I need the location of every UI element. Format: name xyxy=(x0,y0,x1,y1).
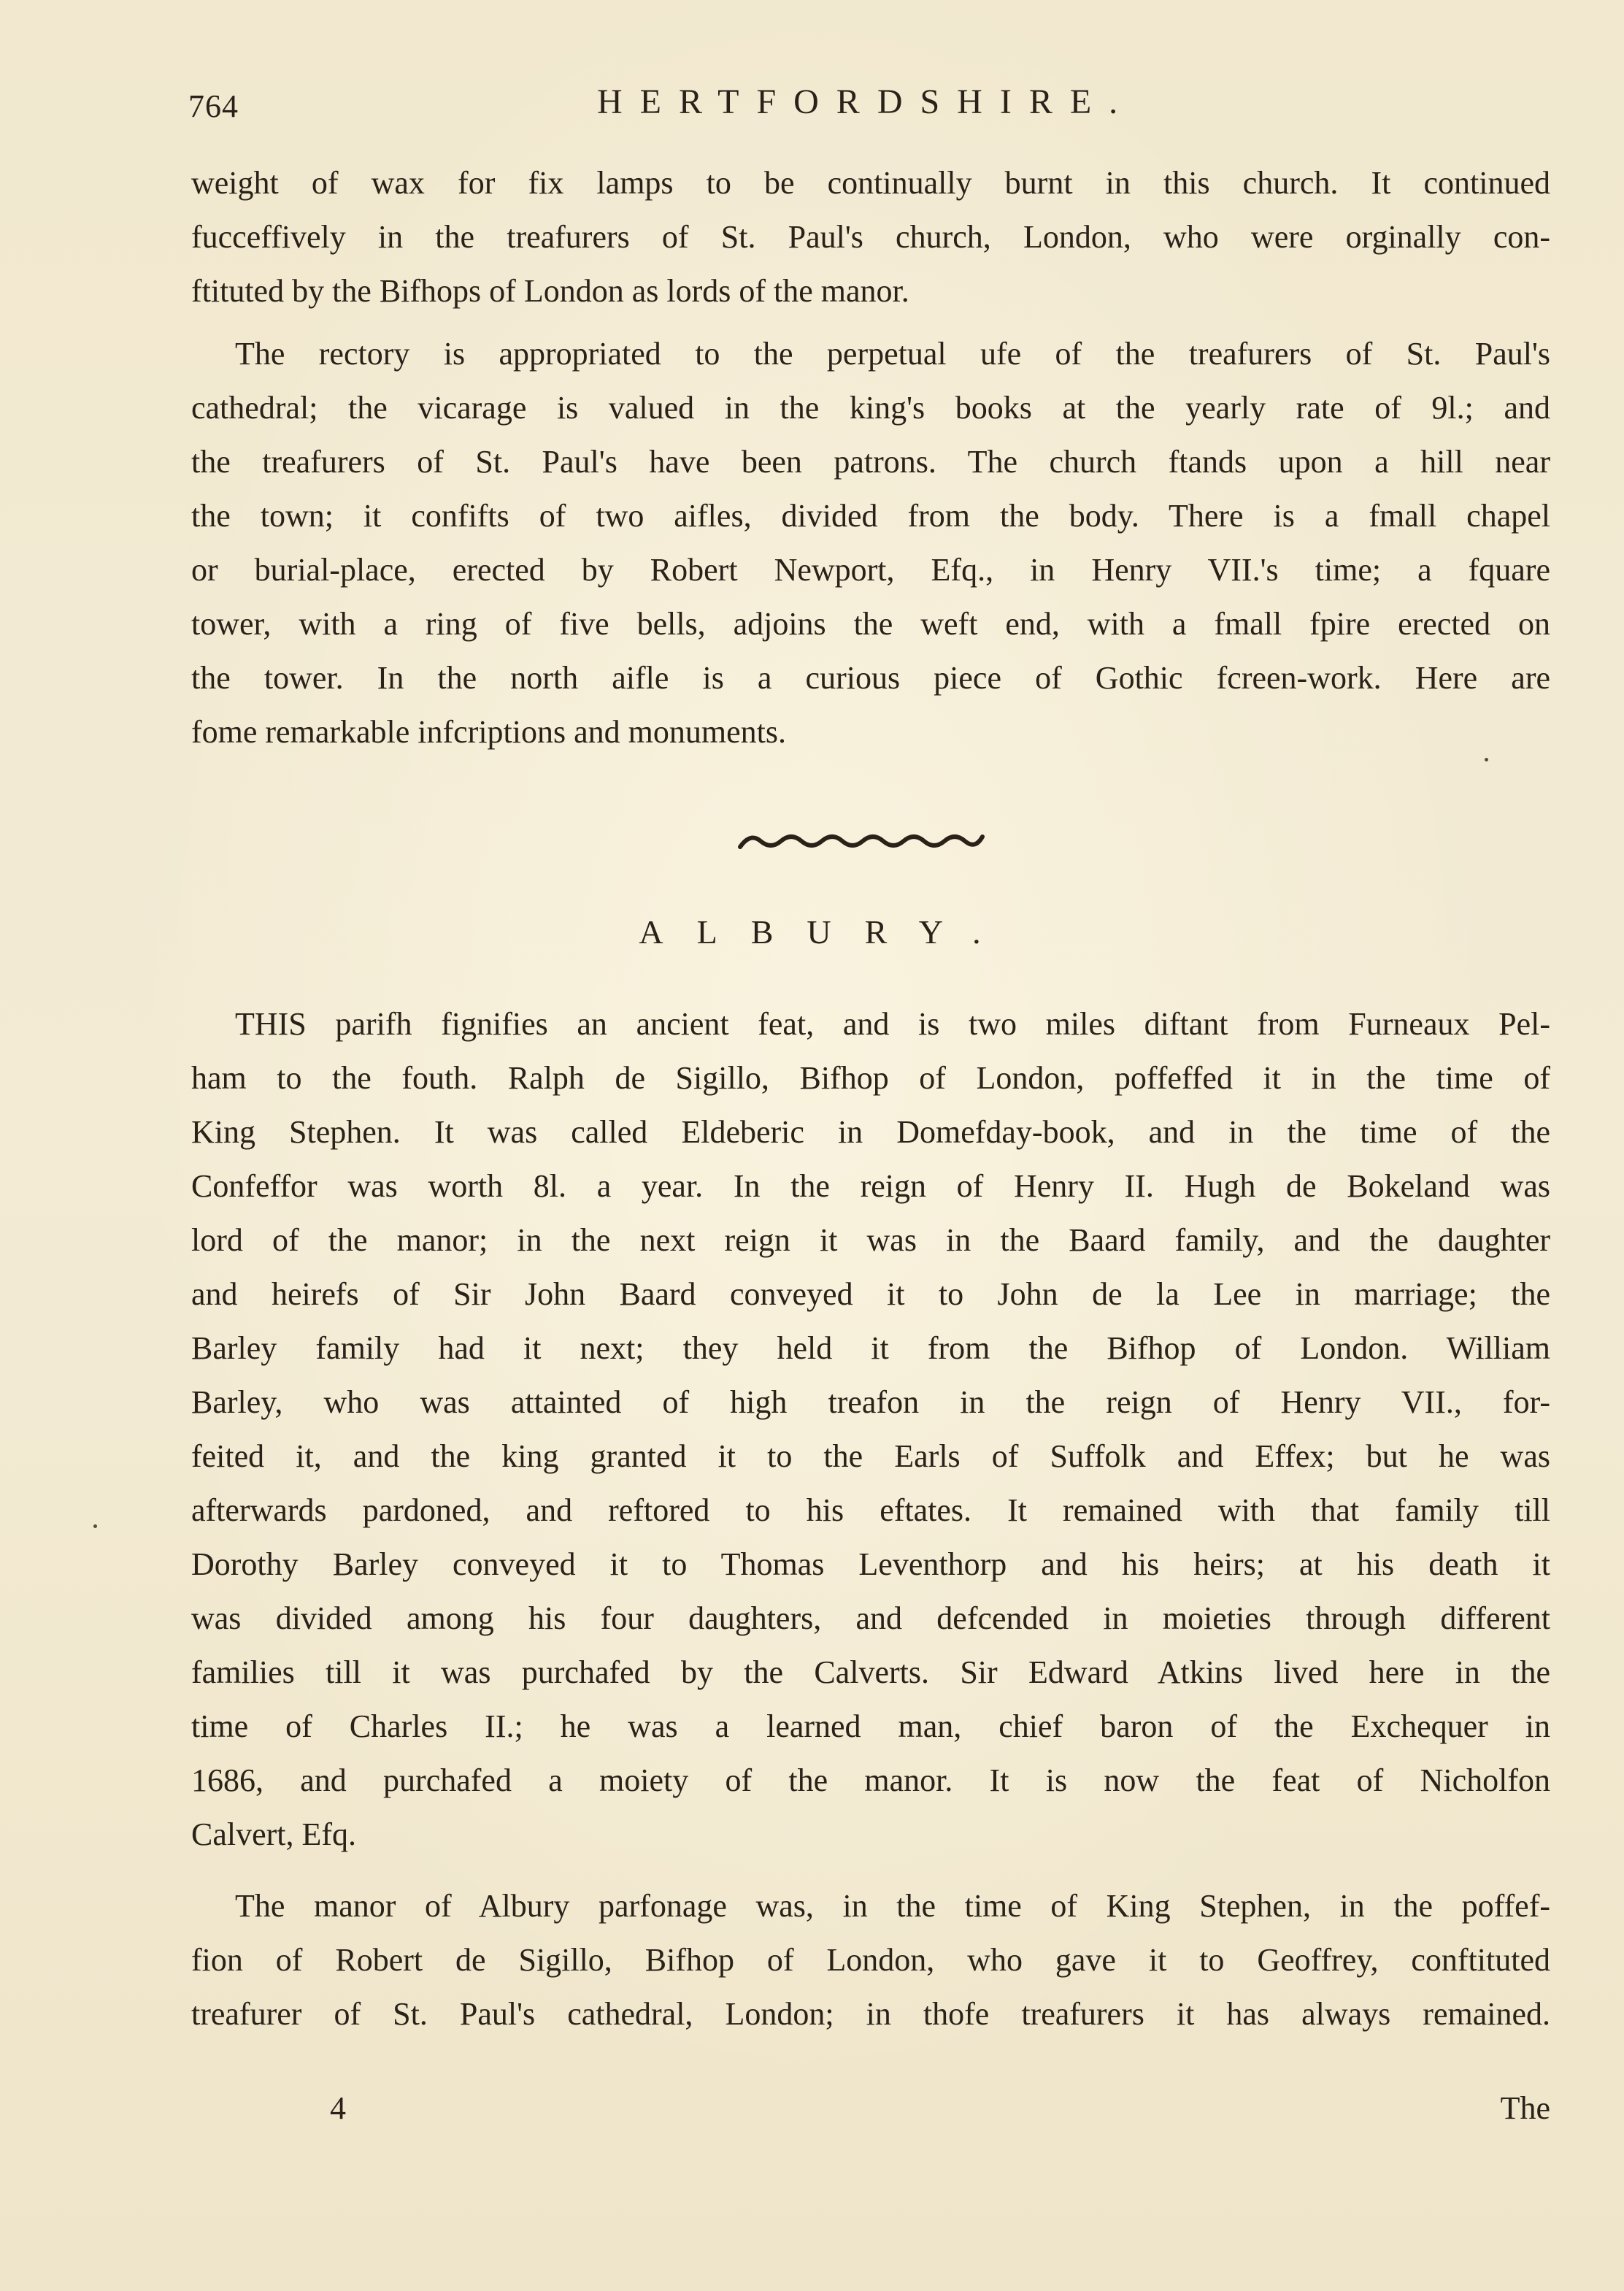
text-line: 1686, and purchafed a moiety of the manor. It is now the feat of Nicholfon xyxy=(191,1762,1550,1798)
text-line: tower, with a ring of five bells, adjoins the weft end, with a fmall fpire erected on xyxy=(191,606,1550,642)
section-title: ALBURY. xyxy=(639,913,1015,951)
text-line: fion of Robert de Sigillo, Bifhop of London, who gave it to Geoffrey, conftituted xyxy=(191,1942,1550,1978)
text-line: ftituted by the Bifhops of London as lords of the manor. xyxy=(191,273,909,309)
ornament-divider xyxy=(737,826,985,856)
text-line: Barley family had it next; they held it from the Bifhop of London. William xyxy=(191,1330,1550,1366)
text-line: Calvert, Efq. xyxy=(191,1816,357,1852)
text-line: King Stephen. It was called Eldeberic in Domefday-book, and in the time of the xyxy=(191,1114,1550,1150)
text-line: Dorothy Barley conveyed it to Thomas Leventhorp and his heirs; at his death it xyxy=(191,1546,1550,1582)
page-footer xyxy=(191,2089,1550,2133)
ink-speck xyxy=(93,1524,97,1528)
text-line: fucceffively in the treafurers of St. Paul's church, London, who were orginally con- xyxy=(191,219,1550,255)
ink-speck xyxy=(1485,758,1488,761)
text-line: was divided among his four daughters, and defcended in moieties through different xyxy=(191,1600,1550,1636)
text-line: feited it, and the king granted it to the Earls of Suffolk and Effex; but he was xyxy=(191,1438,1550,1474)
top-paragraph xyxy=(191,156,1550,318)
parsonage-paragraph xyxy=(191,1879,1550,2041)
text-line: and heirefs of Sir John Baard conveyed it to John de la Lee in marriage; the xyxy=(191,1276,1550,1312)
text-line: lord of the manor; in the next reign it was in the Baard family, and the daughter xyxy=(191,1222,1550,1258)
running-title: HERTFORDSHIRE. xyxy=(597,82,1136,121)
page-number: 764 xyxy=(188,88,239,124)
text-line: fome remarkable infcriptions and monuments. xyxy=(191,714,786,750)
catchword: The xyxy=(1500,2090,1550,2126)
text-line: THIS parifh fignifies an ancient feat, and is two miles diftant from Furneaux Pel- xyxy=(235,1006,1550,1042)
text-line: cathedral; the vicarage is valued in the king's books at the yearly rate of 9l.; and xyxy=(191,390,1550,426)
rectory-paragraph xyxy=(191,327,1550,759)
text-line: afterwards pardoned, and reftored to his eftates. It remained with that family till xyxy=(191,1492,1550,1528)
text-line: The manor of Albury parfonage was, in the time of King Stephen, in the poffef- xyxy=(235,1888,1550,1924)
text-line: treafurer of St. Paul's cathedral, London; in thofe treafurers it has always remained. xyxy=(191,1996,1550,2032)
text-line: The rectory is appropriated to the perpetual ufe of the treafurers of St. Paul's xyxy=(235,336,1550,372)
text-line: families till it was purchafed by the Calverts. Sir Edward Atkins lived here in the xyxy=(191,1654,1550,1690)
text-line: weight of wax for fix lamps to be continually burnt in this church. It continued xyxy=(191,165,1550,201)
text-line: Confeffor was worth 8l. a year. In the reign of Henry II. Hugh de Bokeland was xyxy=(191,1168,1550,1204)
text-line: Barley, who was attainted of high treafon in the reign of Henry VII., for- xyxy=(191,1384,1550,1420)
text-line: the tower. In the north aifle is a curious piece of Gothic fcreen-work. Here are xyxy=(191,660,1550,696)
text-line: time of Charles II.; he was a learned man, chief baron of the Exchequer in xyxy=(191,1708,1550,1744)
albury-paragraph xyxy=(191,997,1550,1862)
text-line: or burial-place, erected by Robert Newport, Efq., in Henry VII.'s time; a fquare xyxy=(191,552,1550,588)
page-header xyxy=(188,82,1546,133)
text-line: ham to the fouth. Ralph de Sigillo, Bifhop of London, poffeffed it in the time of xyxy=(191,1060,1550,1096)
text-line: the town; it confifts of two aifles, divided from the body. There is a fmall chapel xyxy=(191,498,1550,534)
signature-mark: 4 xyxy=(330,2090,346,2126)
text-line: the treafurers of St. Paul's have been patrons. The church ftands upon a hill near xyxy=(191,444,1550,480)
